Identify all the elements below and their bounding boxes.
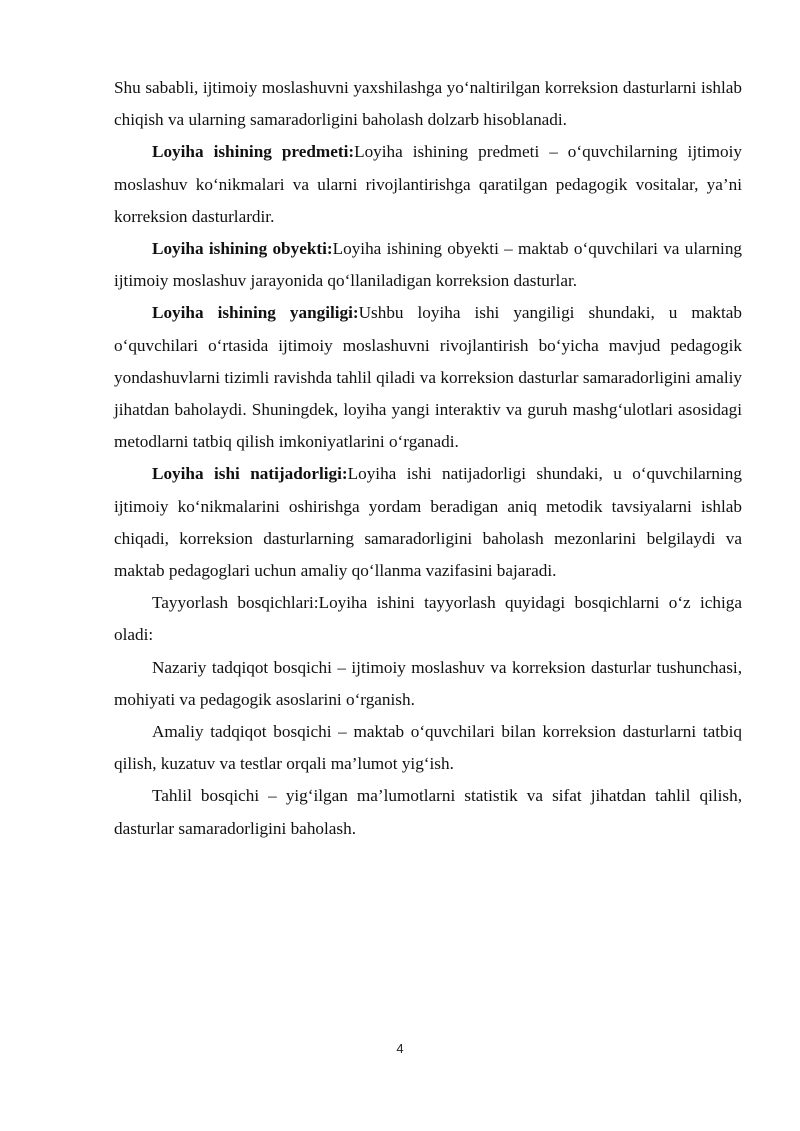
paragraph-object xyxy=(114,233,742,297)
paragraph-text: Ushbu loyiha ishi yangiligi shundaki, u maktab o‘quvchilari o‘rtasida ijtimoiy moslashuvni rivojlantirish bo‘yicha mavjud pedagogik yondashuvlarni tizimli ravishda tahlil qiladi va korreksion dasturlar samaradorligini amaliy jihatdan baholaydi. Shuningdek, loyiha yangi interaktiv va guruh mashg‘ulotlari asosidagi metodlarni tatbiq qilish imkoniyatlarini o‘rganadi. xyxy=(114,303,742,452)
paragraph-text: Loyiha ishining obyekti – maktab o‘quvchilari va ularning ijtimoiy moslashuv jarayonida qo‘llaniladigan korreksion dasturlar. xyxy=(114,239,743,291)
paragraph-subject xyxy=(114,136,742,233)
page-number: 4 xyxy=(396,1041,404,1056)
paragraph-stage-theory xyxy=(114,652,742,716)
paragraph-text: Loyiha ishi natijadorligi shundaki, u o‘quvchilarning ijtimoiy ko‘nikmalarini oshirishga yordam beradigan aniq metodik tavsiyalarni ishlab chiqadi, korreksion dasturlarning samaradorligini baholash mezonlarini belgilaydi va maktab pedagoglari uchun amaliy qo‘llanma vazifasini bajaradi. xyxy=(114,464,742,581)
paragraph-heading: Loyiha ishining predmeti: xyxy=(152,142,355,162)
document-page xyxy=(114,72,742,845)
paragraph-stage-analysis xyxy=(114,780,742,844)
paragraph-text: Nazariy tadqiqot bosqichi – ijtimoiy moslashuv va korreksion dasturlar tushunchasi, mohiyati va pedagogik asoslarini o‘rganish. xyxy=(114,657,742,709)
paragraph-text: Tahlil bosqichi – yig‘ilgan ma’lumotlarni statistik va sifat jihatdan tahlil qilish, dasturlar samaradorligini baholash. xyxy=(114,786,742,838)
paragraph-results xyxy=(114,458,742,587)
paragraph-intro xyxy=(114,72,742,136)
paragraph-stage-practice xyxy=(114,716,742,780)
paragraph-text: Shu sababli, ijtimoiy moslashuvni yaxshilashga yo‘naltirilgan korreksion dasturlarni ishlab chiqish va ularning samaradorligini baholash dolzarb hisoblanadi. xyxy=(114,78,742,130)
paragraph-text: Amaliy tadqiqot bosqichi – maktab o‘quvchilari bilan korreksion dasturlarni tatbiq qilish, kuzatuv va testlar orqali ma’lumot yig‘ish. xyxy=(114,722,742,774)
paragraph-novelty xyxy=(114,297,742,458)
paragraph-heading: Loyiha ishi natijadorligi: xyxy=(152,464,348,484)
paragraph-text: Loyiha ishining predmeti – o‘quvchilarning ijtimoiy moslashuv ko‘nikmalari va ularni rivojlantirishga qaratilgan pedagogik vositalar, ya’ni korreksion dasturlardir. xyxy=(114,142,742,226)
paragraph-stages xyxy=(114,587,742,651)
paragraph-text: Tayyorlash bosqichlari:Loyiha ishini tayyorlash quyidagi bosqichlarni o‘z ichiga oladi: xyxy=(114,593,742,645)
paragraph-heading: Loyiha ishining obyekti: xyxy=(152,239,333,259)
paragraph-heading: Loyiha ishining yangiligi: xyxy=(152,303,359,323)
